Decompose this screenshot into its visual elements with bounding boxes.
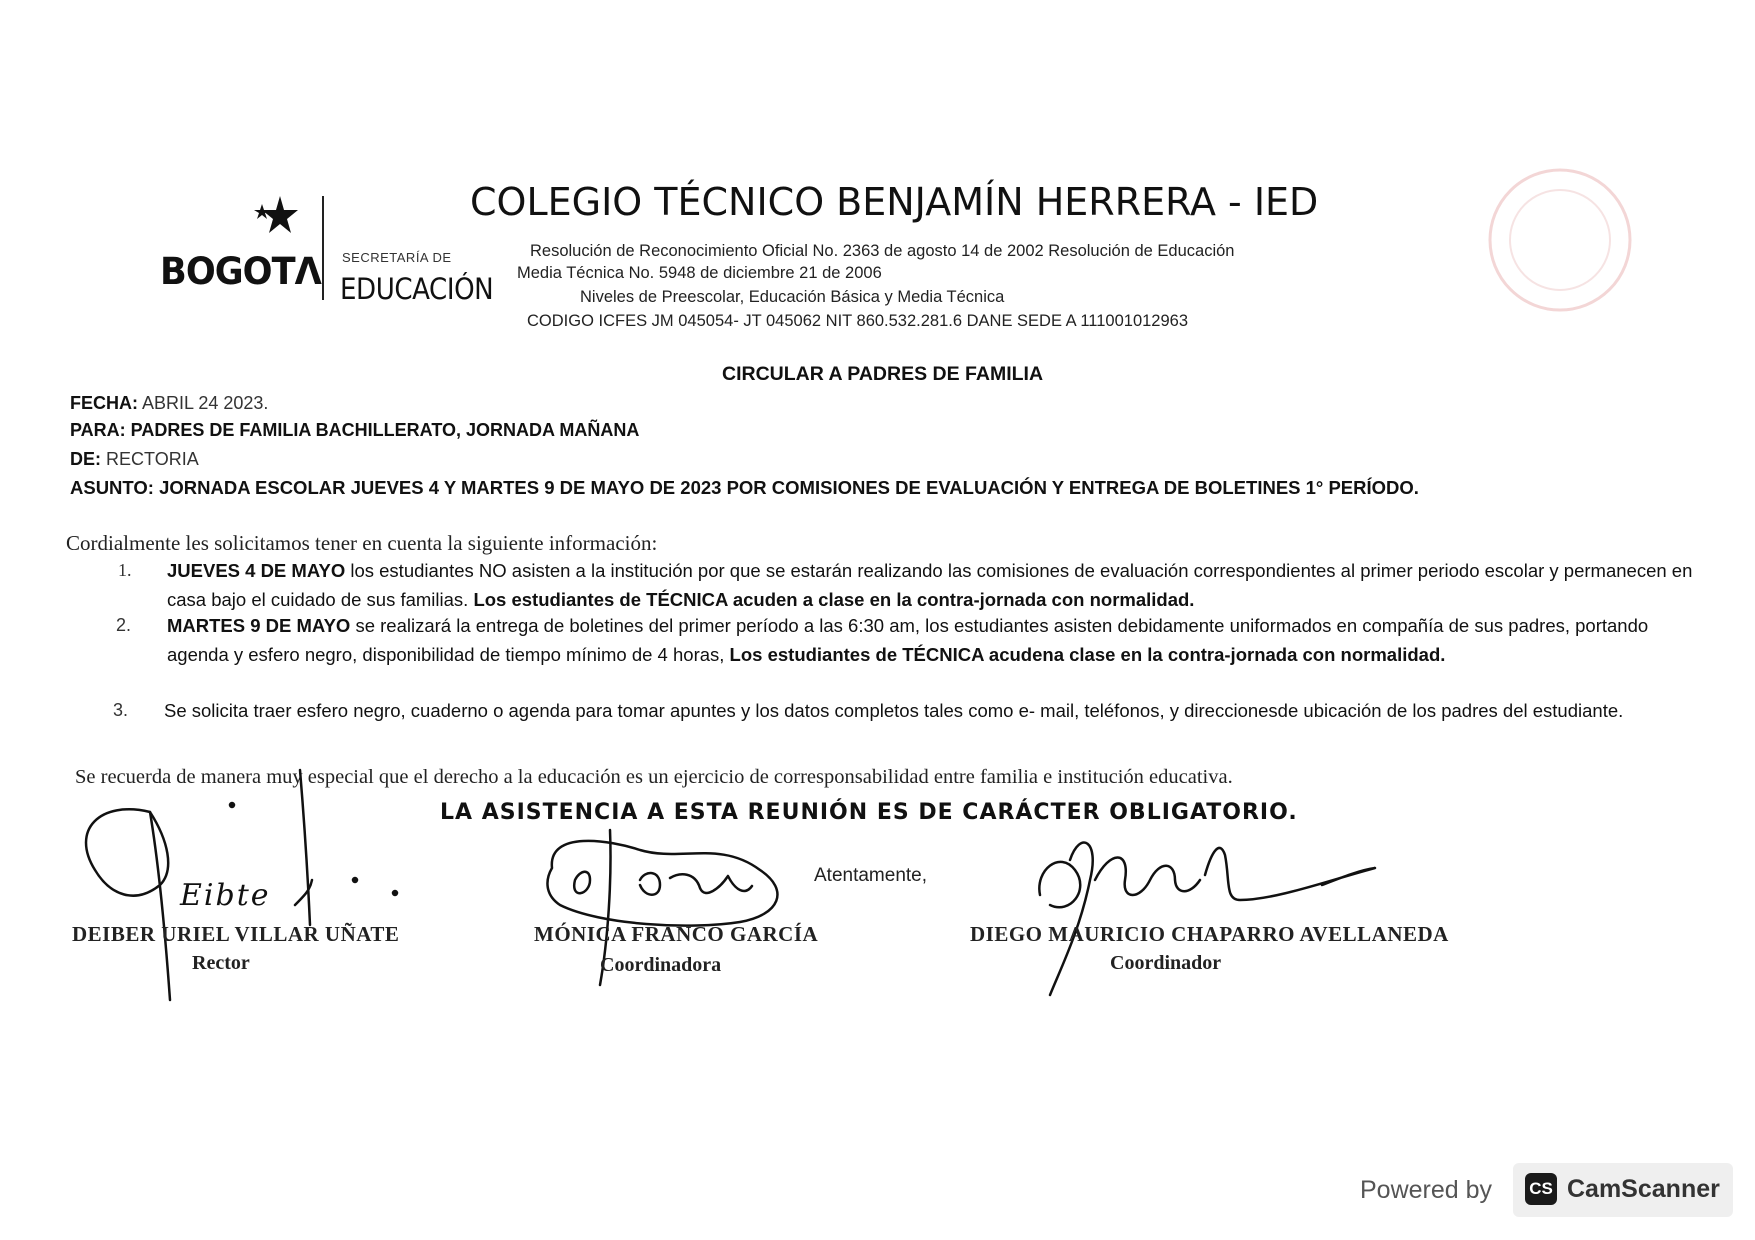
de-label: DE: bbox=[70, 449, 101, 469]
logo-secretaria-text: SECRETARÍA DE bbox=[342, 250, 452, 265]
item-2-text: se realizará la entrega de boletines del primer período a las 6:30 am, los estudiantes asisten debidamente uniformados en compañía de sus padres, portando agenda y esfero negro, disponibilidad de tiempo mínimo de 4 horas, bbox=[167, 615, 1649, 665]
obligatorio-notice: LA ASISTENCIA A ESTA REUNIÓN ES DE CARÁCTER OBLIGATORIO. bbox=[440, 800, 1298, 825]
asunto-text: ASUNTO: JORNADA ESCOLAR JUEVES 4 Y MARTES 9 DE MAYO DE 2023 POR COMISIONES DE EVALUACIÓN Y ENTREGA DE BOLETINES 1° PERÍODO. bbox=[70, 477, 1419, 498]
logo-educacion-text: EDUCACIÓN bbox=[340, 272, 494, 306]
item-3-text: Se solicita traer esfero negro, cuaderno o agenda para tomar apuntes y los datos completos tales como e- mail, teléfonos, y direccionesde ubicación de los padres del estudiante. bbox=[164, 700, 1624, 721]
header-line-niveles: Niveles de Preescolar, Educación Básica y Media Técnica bbox=[580, 288, 1005, 306]
item-number-2: 2. bbox=[116, 615, 132, 635]
reminder-text: Se recuerda de manera muy especial que el derecho a la educación es un ejercicio de corresponsabilidad entre familia e institución educativa. bbox=[75, 766, 1233, 788]
meta-de bbox=[70, 449, 199, 470]
camscanner-text: CamScanner bbox=[1567, 1175, 1720, 1203]
rector-handwritten-initials: Eibte bbox=[180, 878, 271, 913]
camscanner-badge bbox=[1513, 1163, 1733, 1217]
camscanner-logo-icon: CS bbox=[1525, 1173, 1557, 1205]
list-item-1 bbox=[167, 556, 1707, 614]
item-number-3: 3. bbox=[113, 700, 129, 720]
signatory-3-role: Coordinador bbox=[1110, 952, 1222, 974]
header-line-media-tecnica: Media Técnica No. 5948 de diciembre 21 de 2006 bbox=[517, 264, 882, 282]
para-text: PARA: PADRES DE FAMILIA BACHILLERATO, JORNADA MAÑANA bbox=[70, 420, 640, 440]
header-line-codigo: CODIGO ICFES JM 045054- JT 045062 NIT 860.532.281.6 DANE SEDE A 111001012963 bbox=[527, 312, 1188, 330]
fecha-value: ABRIL 24 2023. bbox=[142, 393, 269, 413]
item-number-1: 1. bbox=[118, 560, 132, 580]
logo-divider bbox=[322, 196, 324, 300]
school-name: COLEGIO TÉCNICO BENJAMÍN HERRERA - IED bbox=[470, 180, 1319, 224]
star-icon bbox=[252, 194, 302, 256]
list-item-3 bbox=[164, 696, 1704, 725]
logo-city-text: BOGOTΛ bbox=[160, 250, 321, 293]
de-value: RECTORIA bbox=[106, 449, 199, 469]
item-2-bold-tail: Los estudiantes de TÉCNICA acudena clase en la contra-jornada con normalidad. bbox=[729, 644, 1446, 665]
atentamente-text: Atentamente, bbox=[814, 865, 928, 886]
meta-fecha bbox=[70, 393, 268, 414]
item-1-lead: JUEVES 4 DE MAYO bbox=[167, 560, 346, 581]
list-item-2 bbox=[167, 611, 1707, 669]
faint-stamp bbox=[1480, 160, 1640, 320]
item-2-lead: MARTES 9 DE MAYO bbox=[167, 615, 351, 636]
item-1-text: los estudiantes NO asisten a la institución por que se estarán realizando las comisiones de evaluación correspondientes al primer periodo escolar y permanecen en casa bajo el cuidado de sus familias. bbox=[167, 560, 1693, 610]
circular-title: CIRCULAR A PADRES DE FAMILIA bbox=[722, 363, 1044, 385]
signatory-1-name: DEIBER URIEL VILLAR UÑATE bbox=[72, 922, 400, 946]
meta-para bbox=[70, 420, 639, 441]
header-line-resolution: Resolución de Reconocimiento Oficial No. 2363 de agosto 14 de 2002 Resolución de Educación bbox=[530, 242, 1235, 260]
fecha-label: FECHA: bbox=[70, 393, 138, 413]
signatory-2-role: Coordinadora bbox=[600, 954, 722, 976]
item-1-bold-tail: Los estudiantes de TÉCNICA acuden a clase en la contra-jornada con normalidad. bbox=[473, 589, 1195, 610]
signatory-3-name: DIEGO MAURICIO CHAPARRO AVELLANEDA bbox=[970, 922, 1449, 946]
bogota-education-logo bbox=[150, 192, 494, 312]
meta-asunto bbox=[70, 477, 1419, 499]
powered-by-text: Powered by bbox=[1360, 1176, 1493, 1204]
signatory-1-role: Rector bbox=[192, 952, 250, 974]
intro-text: Cordialmente les solicitamos tener en cuenta la siguiente información: bbox=[66, 531, 658, 555]
signatory-2-name: MÓNICA FRANCO GARCÍA bbox=[534, 922, 819, 946]
